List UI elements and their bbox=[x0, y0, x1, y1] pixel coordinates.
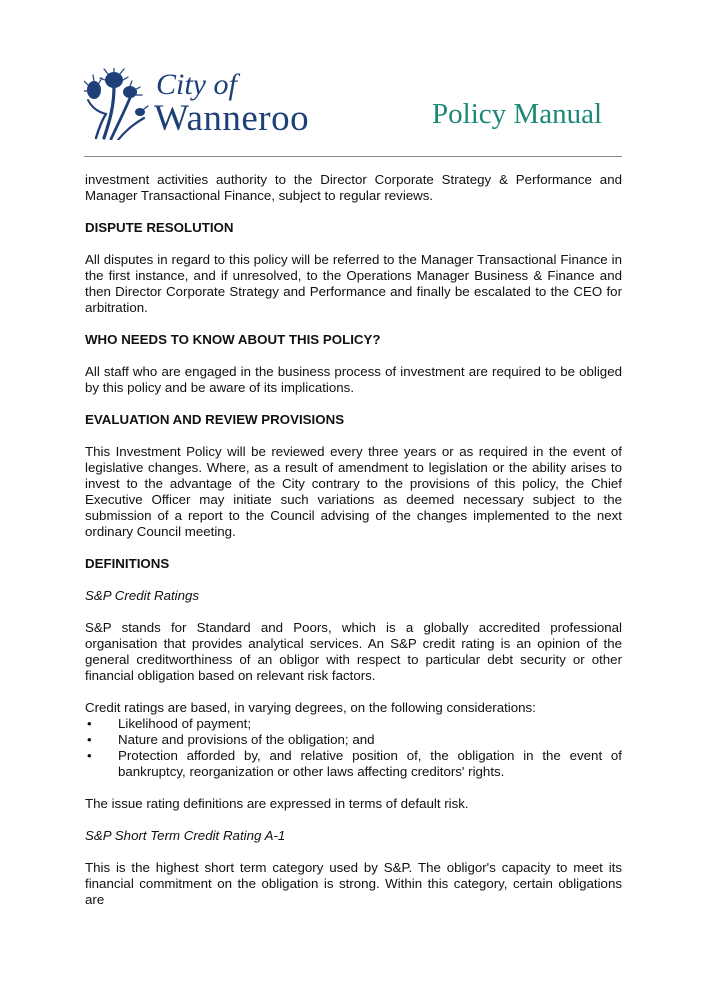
short-term-rating-text: This is the highest short term category used by S&P. The obligor's capacity to meet its financial commitment on the obligation is strong. Within this category, certain obligations are bbox=[85, 860, 622, 907]
dispute-resolution-heading: DISPUTE RESOLUTION bbox=[85, 220, 234, 235]
document-body bbox=[85, 172, 622, 924]
header-divider bbox=[84, 156, 622, 157]
sp-credit-ratings-subheading: S&P Credit Ratings bbox=[85, 588, 200, 603]
evaluation-review-text: This Investment Policy will be reviewed every three years or as required in the event of legislative changes. Where, as a result of amendment to legislation or the ability arises to invest to the advantage of the City contrary to the provisions of this policy, the Chief Executive Officer may initiate such variations as deemed necessary subject to the submission of a report to the Council advising of the changes implemented to the next ordinary Council meeting. bbox=[85, 444, 622, 539]
logo-city-of: City of bbox=[156, 68, 237, 101]
credit-ratings-lead: Credit ratings are based, in varying degrees, on the following considerations: bbox=[85, 700, 536, 715]
bullet-icon: • bbox=[87, 748, 92, 763]
list-item bbox=[85, 732, 622, 748]
who-needs-to-know-heading: WHO NEEDS TO KNOW ABOUT THIS POLICY? bbox=[85, 332, 381, 347]
policy-manual-title: Policy Manual bbox=[432, 98, 602, 130]
list-item bbox=[85, 748, 622, 780]
city-logo-wordmark bbox=[154, 70, 309, 138]
intro-paragraph: investment activities authority to the Director Corporate Strategy & Performance and Manager Transactional Finance, subject to regular reviews. bbox=[85, 172, 622, 203]
list-item-text: Protection afforded by, and relative position of, the obligation in the event of bankruptcy, reorganization or other laws affecting creditors' rights. bbox=[118, 748, 622, 779]
short-term-rating-subheading: S&P Short Term Credit Rating A-1 bbox=[85, 828, 286, 843]
page-header bbox=[0, 0, 705, 160]
list-item bbox=[85, 716, 622, 732]
bullet-icon: • bbox=[87, 732, 92, 747]
list-item-text: Likelihood of payment; bbox=[118, 716, 252, 731]
who-needs-to-know-text: All staff who are engaged in the business process of investment are required to be obliged by this policy and be aware of its implications. bbox=[85, 364, 622, 395]
banksia-flower-icon bbox=[84, 68, 150, 140]
city-logo bbox=[84, 68, 332, 142]
list-item-text: Nature and provisions of the obligation; and bbox=[118, 732, 375, 747]
issue-rating-text: The issue rating definitions are expressed in terms of default risk. bbox=[85, 796, 469, 811]
evaluation-review-heading: EVALUATION AND REVIEW PROVISIONS bbox=[85, 412, 345, 427]
considerations-list bbox=[85, 716, 622, 780]
bullet-icon: • bbox=[87, 716, 92, 731]
sp-credit-ratings-text: S&P stands for Standard and Poors, which is a globally accredited professional organisation that provides analytical services. An S&P credit rating is an opinion of the general creditworthiness of an obligor with respect to particular debt security or other financial obligation based on relevant risk factors. bbox=[85, 620, 622, 683]
dispute-resolution-text: All disputes in regard to this policy will be referred to the Manager Transactional Finance in the first instance, and if unresolved, to the Operations Manager Business & Finance and then Director Corporate Strategy and Performance and finally be escalated to the CEO for arbitration. bbox=[85, 252, 622, 315]
definitions-heading: DEFINITIONS bbox=[85, 556, 170, 571]
logo-wanneroo: Wanneroo bbox=[154, 98, 310, 139]
